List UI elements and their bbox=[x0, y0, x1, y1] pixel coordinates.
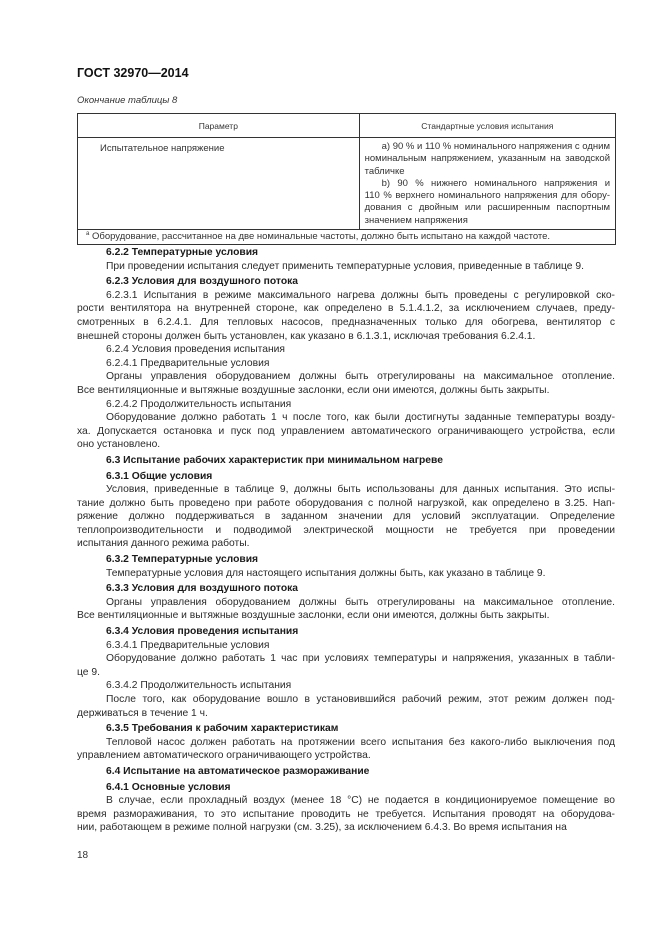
paragraph bbox=[77, 652, 615, 679]
paragraph bbox=[77, 567, 615, 581]
paragraph bbox=[77, 679, 615, 693]
paragraph bbox=[77, 596, 615, 623]
text-line: 6.3.4.2 Продолжительность испытания bbox=[106, 680, 292, 692]
text-line: Оборудование должно работать 1 час при условиях температуры и напряжения, указанных в табли- bbox=[106, 653, 615, 665]
text-line: Органы управления оборудованием должны быть отрегулированы на максимальное отопление. bbox=[106, 371, 615, 383]
text-line: 6.2.2 Температурные условия bbox=[106, 247, 259, 258]
text-line: рости вентилятора на внутренней стороне, как определено в 5.1.4.1.2, за исключением случаев, преду- bbox=[77, 303, 615, 315]
text-line: Все вентиляционные и вытяжные воздушные заслонки, если они имеются, должны быть закрыты. bbox=[77, 384, 550, 396]
paragraph bbox=[77, 398, 615, 412]
condition-line: а) 90 % и 110 % номинального напряжения с одним bbox=[381, 141, 610, 152]
table-footnote-row bbox=[78, 230, 616, 245]
text-line: тание должно быть проведено при работе оборудования с полной нагрузкой, как определено в 3.25. Нап- bbox=[77, 497, 615, 509]
text-line: время размораживания, то это испытание проводить не требуется. Испытания проводят на оборудова- bbox=[77, 808, 615, 820]
section-heading bbox=[77, 582, 615, 596]
column-header-conditions: Стандартные условия испытания bbox=[359, 114, 615, 138]
text-line: 6.3 Испытание рабочих характеристик при минимальном нагреве bbox=[106, 454, 443, 466]
text-line: При проведении испытания следует применить температурные условия, приведенные в таблице 9. bbox=[106, 260, 584, 272]
text-line: Все вентиляционные и вытяжные воздушные заслонки, если они имеются, должны быть закрыты. bbox=[77, 610, 550, 622]
text-line: управлением автоматического ограничивающего устройства. bbox=[77, 750, 371, 762]
text-line: 6.3.1 Общие условия bbox=[106, 470, 213, 482]
text-line: ха. Допускается остановка и пуск под управлением автоматического ограничивающего устройства, если bbox=[77, 425, 615, 437]
text-line: 6.4.1 Основные условия bbox=[106, 781, 231, 793]
text-line: 6.2.3 Условия для воздушного потока bbox=[106, 276, 298, 288]
text-line: Органы управления оборудованием должны быть отрегулированы на максимальное отопление. bbox=[106, 596, 615, 608]
condition-line: табличке bbox=[364, 165, 405, 177]
condition-line: b) 90 % нижнего номинального напряжения и bbox=[381, 177, 610, 189]
table-row bbox=[78, 138, 616, 230]
page-number: 18 bbox=[77, 850, 89, 861]
section-heading bbox=[77, 722, 615, 736]
paragraph bbox=[77, 639, 615, 653]
text-line: внешней стороны должен быть установлен, как указано в 6.1.3.1, исключая требования 6.2.4.1. bbox=[77, 330, 536, 342]
text-line: держиваться в течение 1 ч. bbox=[77, 707, 208, 719]
text-line: 6.2.4.2 Продолжительность испытания bbox=[106, 398, 292, 410]
text-line: 6.4 Испытание на автоматическое размораживание bbox=[106, 765, 370, 777]
text-line: 6.2.4.1 Предварительные условия bbox=[106, 357, 270, 369]
condition-line: 110 % верхнего номинального напряжения для обору- bbox=[364, 190, 610, 202]
cell-conditions bbox=[359, 138, 615, 230]
table-8 bbox=[77, 113, 616, 245]
table-footnote bbox=[78, 230, 616, 245]
condition-line: значением напряжения bbox=[364, 214, 468, 226]
section-heading bbox=[77, 275, 615, 289]
section-heading bbox=[77, 470, 615, 484]
text-line: Оборудование должно работать 1 ч после того, как были достигнуты заданные температуры возду- bbox=[106, 412, 615, 424]
paragraph bbox=[77, 794, 615, 835]
section-heading bbox=[77, 246, 615, 260]
text-line: Условия, приведенные в таблице 9, должны быть использованы для данных испытания. Это испы- bbox=[106, 484, 615, 496]
text-line: оно установлено. bbox=[77, 439, 161, 451]
paragraph bbox=[77, 260, 615, 274]
section-heading bbox=[77, 765, 615, 779]
text-line: це 9. bbox=[77, 666, 100, 678]
footnote-mark: а bbox=[86, 231, 90, 238]
paragraph bbox=[77, 289, 615, 343]
section-heading bbox=[77, 553, 615, 567]
condition-line: номинальным напряжением, указанным на заводской bbox=[364, 153, 610, 165]
paragraph bbox=[77, 411, 615, 452]
paragraph bbox=[77, 693, 615, 720]
text-line: 6.3.5 Требования к рабочим характеристикам bbox=[106, 723, 339, 735]
footnote-text: Оборудование, рассчитанное на две номинальные частоты, должно быть испытано на каждой частоте. bbox=[91, 231, 551, 243]
text-line: В случае, если прохладный воздух (менее 18 °С) не подается в кондиционируемое помещение во bbox=[106, 795, 615, 807]
table-caption: Окончание таблицы 8 bbox=[77, 95, 178, 106]
text-line: ряжение должно поддерживаться в заданном значении для условий эксплуатации. Определение bbox=[77, 511, 615, 523]
condition-line: дования с двойным или расширенным паспортным bbox=[364, 202, 610, 214]
section-heading bbox=[77, 781, 615, 795]
text-line: нии, работающем в режиме полной нагрузки (см. 3.25), за исключением 6.4.3. Во время испытания на bbox=[77, 822, 567, 834]
paragraph bbox=[77, 736, 615, 763]
text-line: 6.3.3 Условия для воздушного потока bbox=[106, 583, 298, 595]
text-line: 6.2.4 Условия проведения испытания bbox=[106, 344, 285, 356]
text-line: теплопроизводительности и подводимой электрической мощности не требуется при проведении bbox=[77, 524, 615, 536]
document-header: ГОСТ 32970—2014 bbox=[77, 66, 189, 80]
text-line: 6.3.2 Температурные условия bbox=[106, 554, 259, 566]
text-line: Температурные условия для настоящего испытания должны быть, как указано в таблице 9. bbox=[106, 567, 546, 579]
paragraph bbox=[77, 357, 615, 371]
paragraph bbox=[77, 343, 615, 357]
text-line: смотренных в 6.2.4.1. Для тепловых насосов, предназначенных только для обогрева, вентилятор с bbox=[77, 316, 615, 328]
text-line: 6.2.3.1 Испытания в режиме максимального нагрева должны быть проведены с регулировкой ско- bbox=[106, 289, 615, 301]
text-line: 6.3.4 Условия проведения испытания bbox=[106, 626, 299, 638]
paragraph bbox=[77, 370, 615, 397]
document-body bbox=[77, 244, 615, 835]
text-line: После того, как оборудование вошло в установившийся рабочий режим, этот режим должен под- bbox=[106, 694, 615, 705]
paragraph bbox=[77, 483, 615, 551]
text-line: испытания данного режима работы. bbox=[77, 538, 250, 550]
text-line: Тепловой насос должен работать на протяжении всего испытания без какого-либо выключения под bbox=[106, 736, 615, 748]
column-header-parameter: Параметр bbox=[78, 114, 360, 138]
text-line: 6.3.4.1 Предварительные условия bbox=[106, 639, 270, 651]
cell-parameter: Испытательное напряжение bbox=[78, 138, 360, 230]
section-heading bbox=[77, 454, 615, 468]
section-heading bbox=[77, 625, 615, 639]
table-header-row bbox=[78, 114, 616, 138]
